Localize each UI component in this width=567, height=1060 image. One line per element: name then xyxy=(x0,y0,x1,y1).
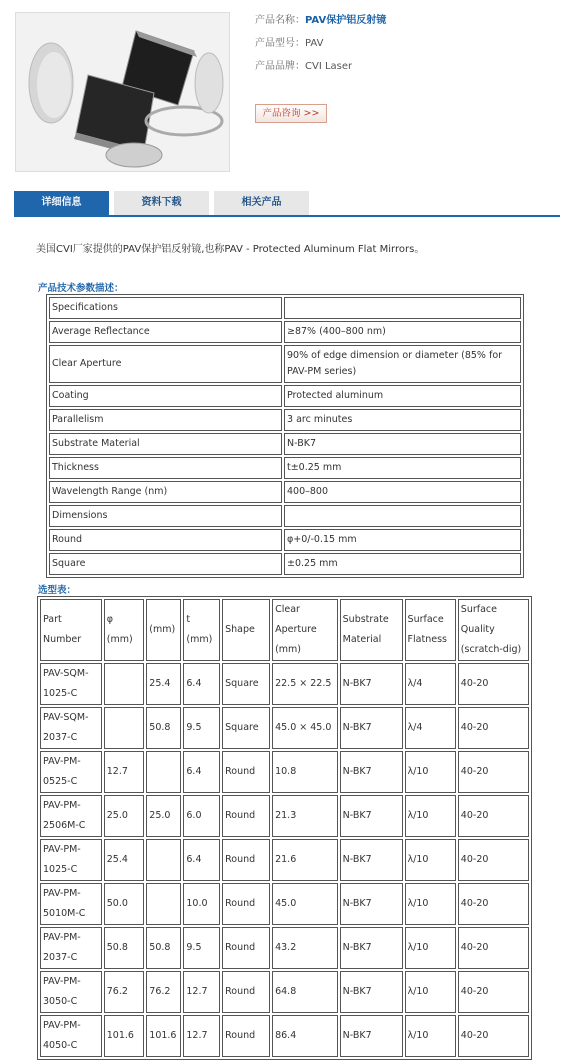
selection-cell: Round xyxy=(222,839,270,881)
product-name-label: 产品名称： xyxy=(255,15,305,26)
selection-table xyxy=(37,596,532,1060)
spec-value-cell: ≥87% (400–800 nm) xyxy=(284,321,521,343)
selection-row xyxy=(40,707,529,749)
selection-cell: N-BK7 xyxy=(340,751,403,793)
spec-value-cell: 3 arc minutes xyxy=(284,409,521,431)
spec-row xyxy=(49,385,521,407)
selection-row xyxy=(40,883,529,925)
selection-row xyxy=(40,971,529,1013)
selection-cell: 40-20 xyxy=(458,795,529,837)
selection-header-cell: Surface Flatness xyxy=(405,599,456,661)
product-image xyxy=(15,12,230,172)
spec-label-cell: Dimensions xyxy=(49,505,282,527)
spec-label-cell: Coating xyxy=(49,385,282,407)
selection-cell: 43.2 xyxy=(272,927,338,969)
selection-row xyxy=(40,927,529,969)
product-info xyxy=(255,12,386,81)
tab-details[interactable]: 详细信息 xyxy=(14,191,109,215)
spec-row xyxy=(49,553,521,575)
selection-cell: 25.4 xyxy=(104,839,145,881)
selection-cell: 21.6 xyxy=(272,839,338,881)
selection-cell: 86.4 xyxy=(272,1015,338,1057)
spec-label-cell: Round xyxy=(49,529,282,551)
intro-text: 美国CVI厂家提供的PAV保护铝反射镜,也称PAV - Protected Aluminum Flat Mirrors。 xyxy=(36,244,425,255)
selection-cell: 50.8 xyxy=(104,927,145,969)
selection-cell: λ/10 xyxy=(405,839,456,881)
selection-row xyxy=(40,795,529,837)
spec-row xyxy=(49,409,521,431)
selection-header-cell: Clear Aperture (mm) xyxy=(272,599,338,661)
spec-value-cell: N-BK7 xyxy=(284,433,521,455)
spec-value-cell: 90% of edge dimension or diameter (85% for PAV-PM series) xyxy=(284,345,521,383)
spec-label-cell: Specifications xyxy=(49,297,282,319)
selection-row xyxy=(40,663,529,705)
selection-header-cell: φ (mm) xyxy=(104,599,145,661)
spec-value-cell: Protected aluminum xyxy=(284,385,521,407)
selection-cell: 12.7 xyxy=(183,1015,220,1057)
consult-button[interactable]: 产品咨询 >> xyxy=(255,104,327,123)
spec-label-cell: Square xyxy=(49,553,282,575)
selection-cell: Round xyxy=(222,1015,270,1057)
spec-label-cell: Clear Aperture xyxy=(49,345,282,383)
selection-cell: N-BK7 xyxy=(340,839,403,881)
product-name-value: PAV保护铝反射镜 xyxy=(305,15,387,26)
selection-cell: 21.3 xyxy=(272,795,338,837)
selection-cell: 6.4 xyxy=(183,663,220,705)
selection-cell: 45.0 xyxy=(272,883,338,925)
selection-cell: 45.0 × 45.0 xyxy=(272,707,338,749)
selection-cell: Round xyxy=(222,883,270,925)
spec-row xyxy=(49,457,521,479)
selection-cell: Square xyxy=(222,663,270,705)
selection-row xyxy=(40,751,529,793)
selection-header-cell: Substrate Material xyxy=(340,599,403,661)
selection-row xyxy=(40,839,529,881)
spec-row xyxy=(49,297,521,319)
spec-table xyxy=(46,294,524,578)
selection-cell: 10.8 xyxy=(272,751,338,793)
selection-cell: 101.6 xyxy=(104,1015,145,1057)
selection-cell: N-BK7 xyxy=(340,927,403,969)
selection-cell: 6.0 xyxy=(183,795,220,837)
spec-row xyxy=(49,529,521,551)
tab-bar xyxy=(14,191,560,217)
part-number-cell: PAV-PM-3050-C xyxy=(40,971,102,1013)
product-model-value: PAV xyxy=(305,38,324,49)
part-number-cell: PAV-PM-5010M-C xyxy=(40,883,102,925)
spec-label-cell: Thickness xyxy=(49,457,282,479)
selection-cell: λ/4 xyxy=(405,707,456,749)
selection-cell: λ/10 xyxy=(405,751,456,793)
spec-row xyxy=(49,321,521,343)
product-brand-label: 产品品牌： xyxy=(255,61,305,72)
part-number-cell: PAV-PM-4050-C xyxy=(40,1015,102,1057)
selection-header-row xyxy=(40,599,529,661)
selection-cell: λ/10 xyxy=(405,927,456,969)
part-number-cell: PAV-PM-1025-C xyxy=(40,839,102,881)
selection-cell: λ/10 xyxy=(405,1015,456,1057)
product-brand-value: CVI Laser xyxy=(305,61,353,72)
selection-cell xyxy=(146,839,181,881)
selection-cell: 50.0 xyxy=(104,883,145,925)
selection-cell: 25.0 xyxy=(104,795,145,837)
selection-header-cell: (mm) xyxy=(146,599,181,661)
selection-header-cell: Shape xyxy=(222,599,270,661)
spec-value-cell xyxy=(284,297,521,319)
selection-cell xyxy=(146,751,181,793)
selection-cell: 101.6 xyxy=(146,1015,181,1057)
spec-row xyxy=(49,505,521,527)
selection-cell: 76.2 xyxy=(104,971,145,1013)
part-number-cell: PAV-SQM-1025-C xyxy=(40,663,102,705)
spec-value-cell xyxy=(284,505,521,527)
spec-value-cell: 400–800 xyxy=(284,481,521,503)
selection-header-cell: Surface Quality (scratch-dig) xyxy=(458,599,529,661)
selection-cell: 50.8 xyxy=(146,707,181,749)
selection-cell: λ/10 xyxy=(405,883,456,925)
selection-cell: Round xyxy=(222,971,270,1013)
spec-value-cell: t±0.25 mm xyxy=(284,457,521,479)
selection-cell: 6.4 xyxy=(183,751,220,793)
selection-cell: 25.4 xyxy=(146,663,181,705)
selection-section-title: 选型表： xyxy=(38,585,77,596)
selection-cell: 6.4 xyxy=(183,839,220,881)
product-model-label: 产品型号： xyxy=(255,38,305,49)
spec-label-cell: Substrate Material xyxy=(49,433,282,455)
selection-header-cell: Part Number xyxy=(40,599,102,661)
selection-cell: 40-20 xyxy=(458,971,529,1013)
selection-cell: N-BK7 xyxy=(340,971,403,1013)
selection-cell: 50.8 xyxy=(146,927,181,969)
spec-value-cell: ±0.25 mm xyxy=(284,553,521,575)
selection-cell: 12.7 xyxy=(104,751,145,793)
selection-row xyxy=(40,1015,529,1057)
selection-cell: Round xyxy=(222,751,270,793)
selection-cell: N-BK7 xyxy=(340,883,403,925)
selection-cell: 40-20 xyxy=(458,839,529,881)
spec-label-cell: Wavelength Range (nm) xyxy=(49,481,282,503)
selection-cell: 25.0 xyxy=(146,795,181,837)
spec-value-cell: φ+0/-0.15 mm xyxy=(284,529,521,551)
selection-cell: N-BK7 xyxy=(340,795,403,837)
selection-cell xyxy=(104,707,145,749)
selection-cell: 10.0 xyxy=(183,883,220,925)
spec-label-cell: Parallelism xyxy=(49,409,282,431)
selection-cell: 64.8 xyxy=(272,971,338,1013)
spec-row xyxy=(49,481,521,503)
spec-label-cell: Average Reflectance xyxy=(49,321,282,343)
product-brand-row xyxy=(255,58,386,81)
selection-cell: 40-20 xyxy=(458,707,529,749)
selection-cell xyxy=(104,663,145,705)
product-name-row xyxy=(255,12,386,35)
part-number-cell: PAV-SQM-2037-C xyxy=(40,707,102,749)
selection-cell: 12.7 xyxy=(183,971,220,1013)
selection-cell: 76.2 xyxy=(146,971,181,1013)
selection-cell: N-BK7 xyxy=(340,663,403,705)
selection-header-cell: t (mm) xyxy=(183,599,220,661)
product-model-row xyxy=(255,35,386,58)
selection-cell: Round xyxy=(222,927,270,969)
part-number-cell: PAV-PM-0525-C xyxy=(40,751,102,793)
selection-cell: 40-20 xyxy=(458,1015,529,1057)
selection-cell: 40-20 xyxy=(458,663,529,705)
selection-cell: 9.5 xyxy=(183,707,220,749)
selection-cell: 40-20 xyxy=(458,883,529,925)
part-number-cell: PAV-PM-2037-C xyxy=(40,927,102,969)
part-number-cell: PAV-PM-2506M-C xyxy=(40,795,102,837)
selection-cell: λ/10 xyxy=(405,795,456,837)
selection-cell xyxy=(146,883,181,925)
selection-cell: 40-20 xyxy=(458,751,529,793)
tab-downloads[interactable]: 资料下载 xyxy=(114,191,209,215)
selection-cell: 40-20 xyxy=(458,927,529,969)
selection-cell: N-BK7 xyxy=(340,707,403,749)
selection-cell: λ/10 xyxy=(405,971,456,1013)
tab-related-products[interactable]: 相关产品 xyxy=(214,191,309,215)
selection-cell: 22.5 × 22.5 xyxy=(272,663,338,705)
selection-cell: 9.5 xyxy=(183,927,220,969)
selection-cell: Round xyxy=(222,795,270,837)
selection-cell: λ/4 xyxy=(405,663,456,705)
selection-cell: Square xyxy=(222,707,270,749)
selection-cell: N-BK7 xyxy=(340,1015,403,1057)
spec-row xyxy=(49,433,521,455)
spec-row xyxy=(49,345,521,383)
spec-section-title: 产品技术参数描述： xyxy=(38,283,124,294)
